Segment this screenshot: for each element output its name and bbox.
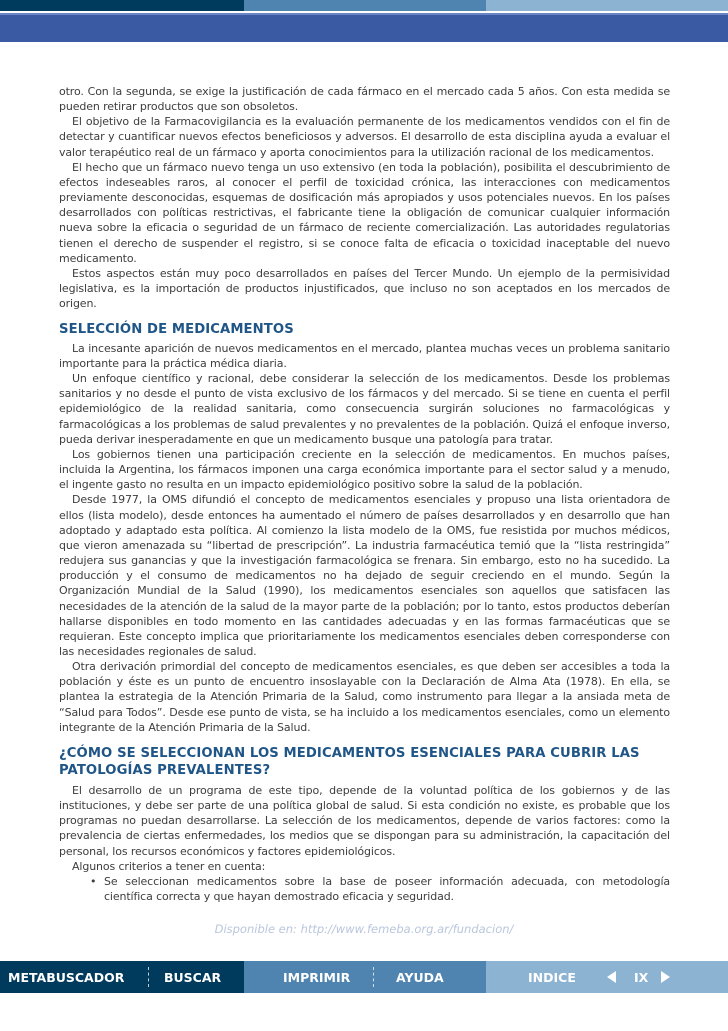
page-number: IX <box>634 969 649 985</box>
nav-segment-light <box>486 961 728 993</box>
prev-page-button[interactable] <box>607 961 616 993</box>
triangle-left-icon <box>607 971 616 983</box>
top-header-strip <box>0 0 728 11</box>
section-heading-como-seleccionan: ¿CÓMO SE SELECCIONAN LOS MEDICAMENTOS ESENCIALES PARA CUBRIR LAS PATOLOGÍAS PREVALENTES? <box>59 745 640 779</box>
bullet-text: Se seleccionan medicamentos sobre la base de poseer información adecuada, con metodología científica correcta y que hayan demostrado eficacia y seguridad. <box>104 874 670 903</box>
paragraph: Desde 1977, la OMS difundió el concepto de medicamentos esenciales y propuso una lista orientadora de ellos (lista modelo), desde entonces ha aumentado el número de países desarrollados y en desarrollo que han adoptado y adaptado esta política. Al comienzo la lista modelo de la OMS, fue resistida por muchos médicos, que vieron amenazada su “libertad de prescripción”. La industria farmacéutica temió que la “lista restringida” redujera sus ganancias y que la investigación farmacológica se frenara. Sin embargo, esto no ha sucedido. La producción y el consumo de medicamentos no ha dejado de seguir creciendo en el mundo. Según la Organización Mundial de la Salud (1990), los medicamentos esenciales son aquellos que satisfacen las necesidades de la atención de la salud de la mayor parte de la población; por lo tanto, estos productos deberían hallarse disponibles en todo momento en las cantidades adecuadas y en las formas farmacéuticas que se requieran. Este concepto implica que prioritariamente los medicamentos esenciales deben corresponderse con las necesidades regionales de salud. <box>59 493 670 658</box>
indice-button[interactable]: INDICE <box>528 969 576 985</box>
top-strip-dark <box>0 0 244 11</box>
metabuscador-button[interactable]: METABUSCADOR <box>8 969 125 985</box>
triangle-right-icon <box>661 971 670 983</box>
paragraph: Un enfoque científico y racional, debe considerar la selección de los medicamentos. Desde los problemas sanitarios y no desde el punto de vista exclusivo de los fármacos y del mercado. Si se tiene en cuenta el perfil epidemiológico de la realidad sanitaria, como consecuencia surgirán soluciones no farmacológicas y farmacológicas a los problemas de salud prevalentes y no prevalentes de la población. Quizá el enfoque inverso, pueda derivar inesperadamente en que un medicamento busque una patología para tratar. <box>59 372 670 446</box>
page-body <box>59 84 670 904</box>
nav-segment-dark <box>0 961 244 993</box>
paragraph: Los gobiernos tienen una participación creciente en la selección de medicamentos. En muchos países, incluida la Argentina, los fármacos imponen una carga económica importante para el sector salud y a menudo, el ingente gasto no resulta en un impacto epidemiológico positivo sobre la salud de la población. <box>59 447 670 492</box>
ayuda-button[interactable]: AYUDA <box>396 969 444 985</box>
top-header-band <box>0 13 728 42</box>
imprimir-button[interactable]: IMPRIMIR <box>283 969 351 985</box>
nav-divider <box>148 967 149 987</box>
availability-note: Disponible en: http://www.femeba.org.ar/fundacion/ <box>214 922 514 936</box>
paragraph: otro. Con la segunda, se exige la justificación de cada fármaco en el mercado cada 5 años. Con esta medida se pueden retirar productos que son obsoletos. <box>59 85 670 114</box>
top-strip-light <box>486 0 728 11</box>
bullet-item <box>59 874 670 904</box>
bullet-icon: • <box>90 874 97 888</box>
paragraph: El objetivo de la Farmacovigilancia es la evaluación permanente de los medicamentos vendidos con el fin de detectar y cuantificar nuevos efectos beneficiosos y adversos. El desarrollo de esta disciplina ayuda a evaluar el valor terapéutico real de un fármaco y aporta conocimientos para la utilización racional de los medicamentos. <box>59 115 670 159</box>
paragraph: Algunos criterios a tener en cuenta: <box>72 859 266 873</box>
paragraph: La incesante aparición de nuevos medicamentos en el mercado, plantea muchas veces un problema sanitario importante para la práctica médica diaria. <box>59 341 670 370</box>
nav-divider <box>373 967 374 987</box>
bottom-navigation-bar <box>0 961 728 993</box>
top-strip-mid <box>244 0 486 11</box>
next-page-button[interactable] <box>661 961 670 993</box>
paragraph: El desarrollo de un programa de este tipo, depende de la voluntad política de los gobiernos y de las instituciones, y debe ser parte de una política global de salud. Si esta condición no existe, es probable que los programas no puedan desarrollarse. La selección de los medicamentos, depende de varios factores: como la prevalencia de ciertas enfermedades, los medios que se dispongan para su administración, la capacitación del personal, los recursos económicos y factores epidemiológicos. <box>59 783 670 858</box>
section-heading-seleccion: SELECCIÓN DE MEDICAMENTOS <box>59 322 294 338</box>
paragraph: Estos aspectos están muy poco desarrollados en países del Tercer Mundo. Un ejemplo de la permisividad legislativa, es la importación de productos injustificados, que incluso no son aceptados en los mercados de origen. <box>59 266 670 311</box>
paragraph: El hecho que un fármaco nuevo tenga un uso extensivo (en toda la población), posibilita el descubrimiento de efectos indeseables raros, al conocer el perfil de toxicidad crónica, las interacciones con medicamentos previamente desconocidas, esquemas de dosificación más apropiados y usos potenciales nuevos. En los países desarrollados con políticas restrictivas, el fabricante tiene la obligación de comunicar cualquier información nueva sobre la eficacia o seguridad de un fármaco de reciente comercialización. Las autoridades regulatorias tienen el derecho de suspender el registro, si se conoce falta de eficacia o toxicidad inaceptable del nuevo medicamento. <box>59 160 670 265</box>
buscar-button[interactable]: BUSCAR <box>164 969 222 985</box>
nav-segment-mid <box>244 961 486 993</box>
paragraph: Otra derivación primordial del concepto de medicamentos esenciales, es que deben ser accesibles a toda la población y éste es un punto de encuentro insoslayable con la Declaración de Alma Ata (1978). En ella, se plantea la estrategia de la Atención Primaria de la Salud, como instrumento para llegar a la ansiada meta de “Salud para Todos”. Desde ese punto de vista, se ha incluido a los medicamentos esenciales, como un elemento integrante de la Atención Primaria de la Salud. <box>59 660 670 734</box>
